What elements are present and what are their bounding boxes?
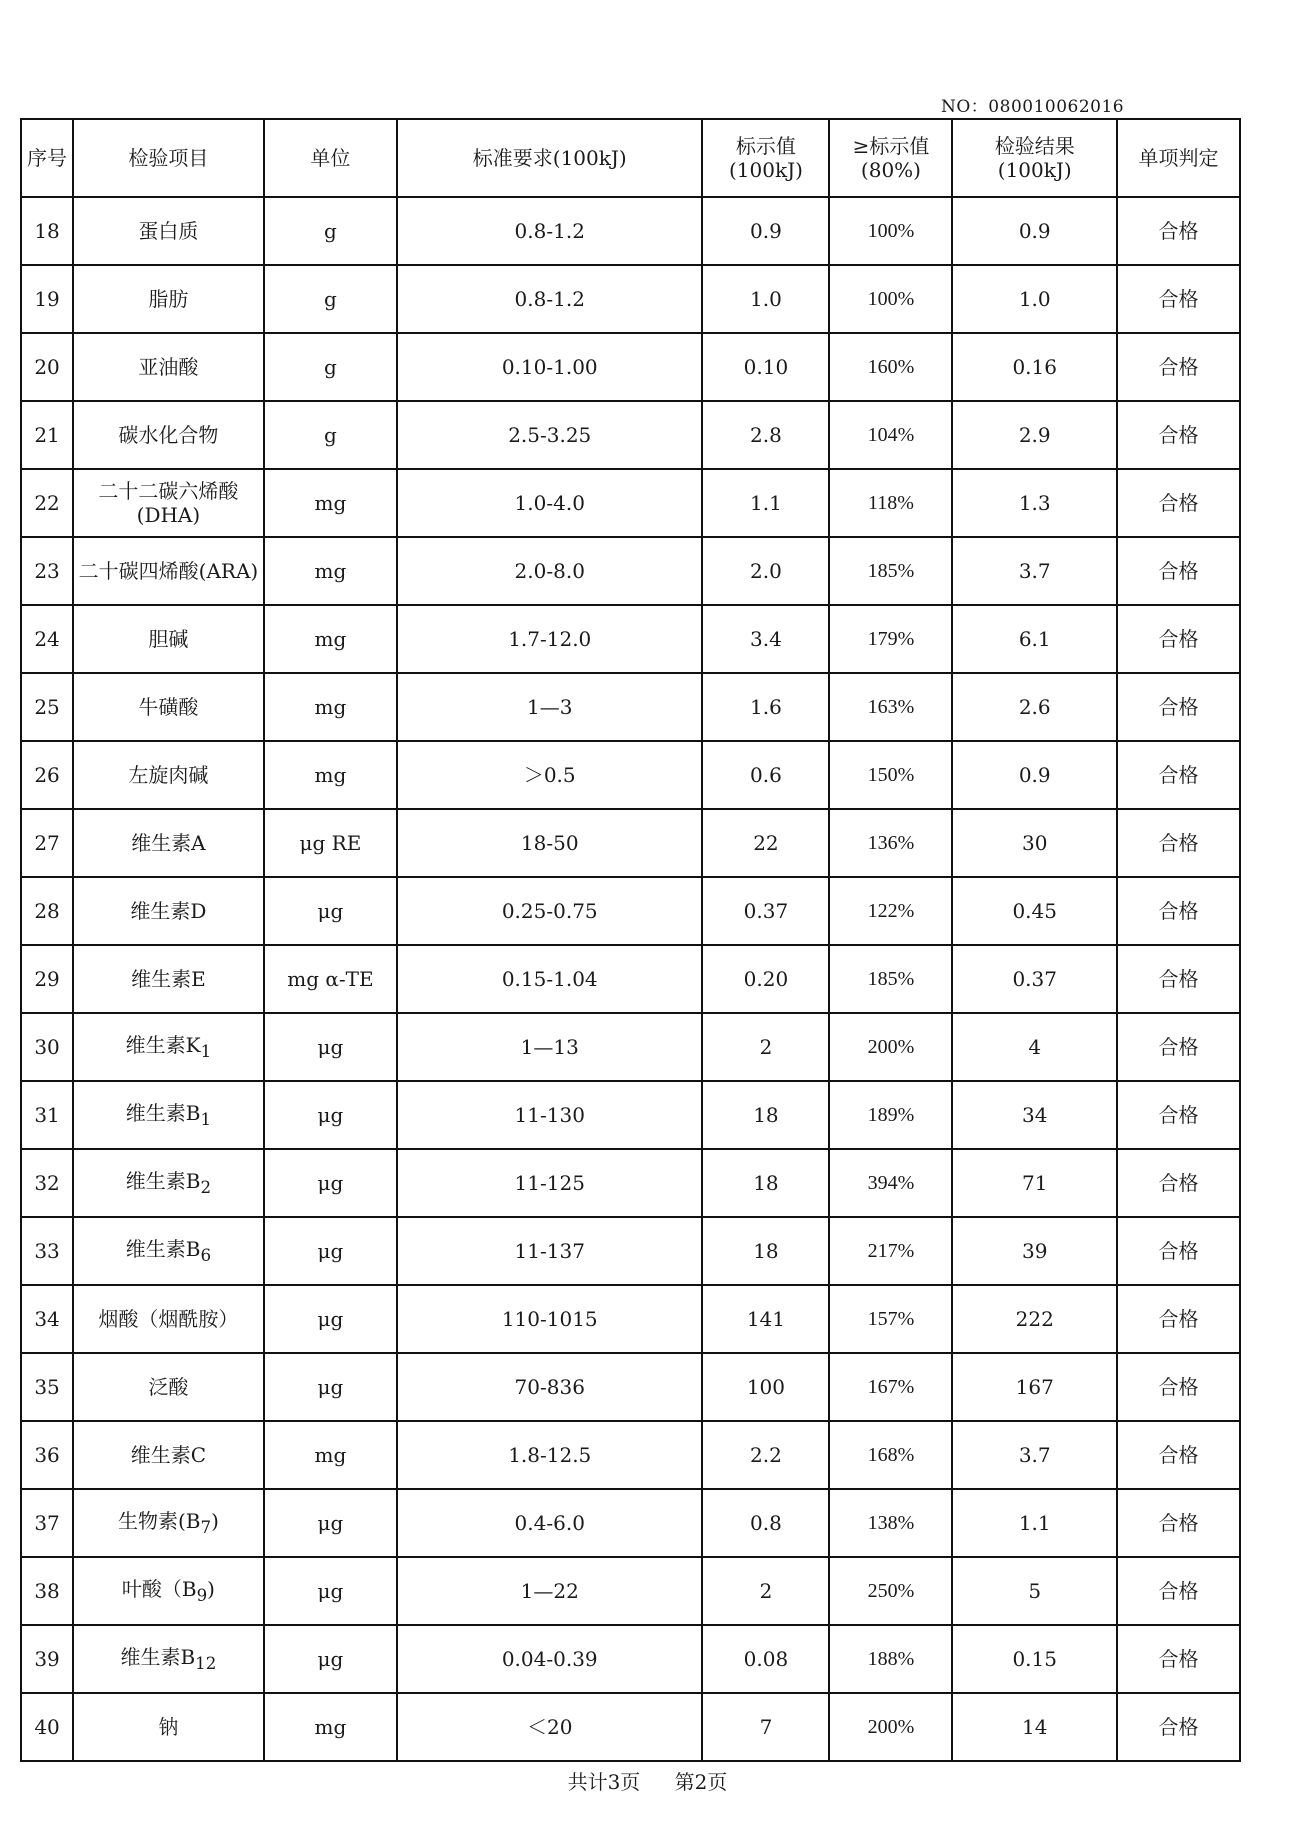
cell-percent: 394%: [829, 1149, 952, 1217]
cell-judgement: 合格: [1117, 1557, 1240, 1625]
cell-labeled-value: 7: [702, 1693, 829, 1761]
item-name: 烟酸（烟酰胺）: [98, 1307, 239, 1331]
cell-item: [73, 1557, 264, 1625]
table-row: [21, 1217, 1240, 1285]
cell-labeled-value: 18: [702, 1081, 829, 1149]
cell-unit: μg: [264, 1625, 397, 1693]
item-subscript: 7: [200, 1517, 212, 1537]
cell-result: 0.9: [952, 741, 1117, 809]
item-name-tail: ): [211, 1508, 219, 1533]
table-row: [21, 401, 1240, 469]
cell-unit: mg: [264, 741, 397, 809]
cell-seq: 36: [21, 1421, 73, 1489]
cell-result: 3.7: [952, 537, 1117, 605]
cell-unit: mg α-TE: [264, 945, 397, 1013]
cell-result: 39: [952, 1217, 1117, 1285]
cell-item: [73, 333, 264, 401]
item-subscript: 12: [195, 1653, 217, 1673]
cell-labeled-value: 1.1: [702, 469, 829, 537]
cell-item: [73, 537, 264, 605]
item-name: 叶酸（B: [121, 1576, 197, 1601]
cell-item: [73, 1149, 264, 1217]
item-name: 泛酸: [148, 1375, 189, 1399]
cell-seq: 32: [21, 1149, 73, 1217]
cell-unit: μg: [264, 1557, 397, 1625]
cell-judgement: 合格: [1117, 945, 1240, 1013]
cell-unit: mg: [264, 673, 397, 741]
table-row: [21, 1625, 1240, 1693]
cell-percent: 160%: [829, 333, 952, 401]
cell-result: 0.37: [952, 945, 1117, 1013]
cell-seq: 22: [21, 469, 73, 537]
header-result-line1: 检验结果: [994, 134, 1075, 158]
header-standard: 标准要求(100kJ): [397, 119, 702, 197]
item-subscript: 2: [200, 1177, 212, 1197]
table-row: [21, 673, 1240, 741]
cell-seq: 19: [21, 265, 73, 333]
cell-unit: μg: [264, 1489, 397, 1557]
item-subscript: 6: [200, 1245, 212, 1265]
cell-result: 4: [952, 1013, 1117, 1081]
cell-result: 14: [952, 1693, 1117, 1761]
cell-percent: 104%: [829, 401, 952, 469]
cell-standard: 70-836: [397, 1353, 702, 1421]
cell-standard: 0.4-6.0: [397, 1489, 702, 1557]
cell-labeled-value: 3.4: [702, 605, 829, 673]
cell-item: [73, 1421, 264, 1489]
cell-seq: 27: [21, 809, 73, 877]
cell-item: [73, 1489, 264, 1557]
cell-standard: 11-137: [397, 1217, 702, 1285]
page-footer: [0, 1766, 1295, 1795]
header-unit: 单位: [264, 119, 397, 197]
item-name: 维生素E: [131, 967, 206, 991]
header-labeled-line1: 标示值: [735, 134, 796, 158]
cell-result: 30: [952, 809, 1117, 877]
cell-unit: mg: [264, 605, 397, 673]
header-labeled-line2: (100kJ): [728, 158, 803, 182]
table-row: [21, 1353, 1240, 1421]
cell-judgement: 合格: [1117, 1285, 1240, 1353]
cell-percent: 217%: [829, 1217, 952, 1285]
cell-unit: mg: [264, 1421, 397, 1489]
cell-result: 1.3: [952, 469, 1117, 537]
cell-standard: 1—13: [397, 1013, 702, 1081]
table-row: [21, 537, 1240, 605]
item-name: 蛋白质: [138, 219, 199, 243]
cell-labeled-value: 18: [702, 1149, 829, 1217]
cell-seq: 37: [21, 1489, 73, 1557]
table-row: [21, 605, 1240, 673]
cell-percent: 100%: [829, 265, 952, 333]
cell-seq: 26: [21, 741, 73, 809]
item-name: 胆碱: [148, 627, 189, 651]
cell-percent: 185%: [829, 537, 952, 605]
cell-labeled-value: 1.0: [702, 265, 829, 333]
cell-seq: 33: [21, 1217, 73, 1285]
cell-judgement: 合格: [1117, 1625, 1240, 1693]
table-header: [21, 119, 1240, 197]
cell-item: [73, 809, 264, 877]
cell-seq: 34: [21, 1285, 73, 1353]
cell-standard: 0.10-1.00: [397, 333, 702, 401]
cell-percent: 188%: [829, 1625, 952, 1693]
cell-result: 0.45: [952, 877, 1117, 945]
cell-labeled-value: 1.6: [702, 673, 829, 741]
cell-seq: 18: [21, 197, 73, 265]
cell-item: [73, 265, 264, 333]
cell-labeled-value: 0.20: [702, 945, 829, 1013]
cell-standard: 110-1015: [397, 1285, 702, 1353]
cell-item: [73, 1081, 264, 1149]
cell-standard: 1.8-12.5: [397, 1421, 702, 1489]
cell-labeled-value: 0.37: [702, 877, 829, 945]
table-row: [21, 1489, 1240, 1557]
total-pages: 共计3页: [567, 1770, 641, 1794]
cell-item: [73, 469, 264, 537]
cell-seq: 28: [21, 877, 73, 945]
cell-labeled-value: 0.6: [702, 741, 829, 809]
cell-judgement: 合格: [1117, 469, 1240, 537]
cell-percent: 189%: [829, 1081, 952, 1149]
cell-seq: 24: [21, 605, 73, 673]
cell-standard: 0.8-1.2: [397, 197, 702, 265]
cell-seq: 40: [21, 1693, 73, 1761]
cell-item: [73, 197, 264, 265]
cell-unit: μg: [264, 1081, 397, 1149]
header-item: 检验项目: [73, 119, 264, 197]
cell-standard: 18-50: [397, 809, 702, 877]
cell-seq: 20: [21, 333, 73, 401]
cell-labeled-value: 2: [702, 1013, 829, 1081]
cell-unit: mg: [264, 1693, 397, 1761]
table-row: [21, 809, 1240, 877]
cell-labeled-value: 2.2: [702, 1421, 829, 1489]
cell-seq: 21: [21, 401, 73, 469]
cell-unit: g: [264, 333, 397, 401]
cell-result: 0.16: [952, 333, 1117, 401]
cell-standard: 11-130: [397, 1081, 702, 1149]
cell-standard: 1—3: [397, 673, 702, 741]
table-row: [21, 1693, 1240, 1761]
cell-judgement: 合格: [1117, 1353, 1240, 1421]
cell-labeled-value: 18: [702, 1217, 829, 1285]
cell-labeled-value: 100: [702, 1353, 829, 1421]
cell-item: [73, 1013, 264, 1081]
cell-percent: 157%: [829, 1285, 952, 1353]
item-subscript: 1: [200, 1109, 212, 1129]
item-name: 左旋肉碱: [128, 763, 209, 787]
item-name: 生物素(B: [117, 1508, 201, 1533]
item-name: 碳水化合物: [118, 423, 219, 447]
cell-unit: μg: [264, 1149, 397, 1217]
header-percent: [829, 119, 952, 197]
header-judgement: 单项判定: [1117, 119, 1240, 197]
item-name: 维生素D: [130, 899, 207, 923]
header-percent-line2: (80%): [860, 158, 921, 182]
cell-unit: g: [264, 265, 397, 333]
cell-labeled-value: 2.8: [702, 401, 829, 469]
cell-judgement: 合格: [1117, 741, 1240, 809]
cell-percent: 250%: [829, 1557, 952, 1625]
table-row: [21, 1081, 1240, 1149]
cell-item: [73, 673, 264, 741]
cell-percent: 200%: [829, 1693, 952, 1761]
table-row: [21, 1557, 1240, 1625]
cell-result: 3.7: [952, 1421, 1117, 1489]
cell-judgement: 合格: [1117, 1013, 1240, 1081]
cell-standard: 1—22: [397, 1557, 702, 1625]
item-name: 亚油酸: [138, 355, 199, 379]
cell-percent: 167%: [829, 1353, 952, 1421]
cell-labeled-value: 2.0: [702, 537, 829, 605]
cell-percent: 122%: [829, 877, 952, 945]
table-row: [21, 333, 1240, 401]
cell-percent: 163%: [829, 673, 952, 741]
cell-item: [73, 741, 264, 809]
cell-seq: 35: [21, 1353, 73, 1421]
cell-judgement: 合格: [1117, 333, 1240, 401]
item-name: 牛磺酸: [138, 695, 199, 719]
item-name: 维生素A: [131, 831, 206, 855]
item-subscript: 1: [200, 1041, 212, 1061]
cell-unit: μg: [264, 1013, 397, 1081]
header-labeled-value: [702, 119, 829, 197]
cell-unit: μg: [264, 877, 397, 945]
cell-seq: 23: [21, 537, 73, 605]
table-row: [21, 1013, 1240, 1081]
cell-unit: mg: [264, 469, 397, 537]
item-name: 脂肪: [148, 287, 189, 311]
cell-result: 222: [952, 1285, 1117, 1353]
cell-labeled-value: 2: [702, 1557, 829, 1625]
cell-standard: 1.7-12.0: [397, 605, 702, 673]
item-name: 二十二碳六烯酸: [98, 479, 239, 503]
cell-judgement: 合格: [1117, 537, 1240, 605]
cell-result: 2.6: [952, 673, 1117, 741]
cell-item: [73, 1285, 264, 1353]
cell-result: 1.1: [952, 1489, 1117, 1557]
cell-seq: 30: [21, 1013, 73, 1081]
cell-standard: 11-125: [397, 1149, 702, 1217]
item-name-line2: (DHA): [136, 503, 201, 527]
cell-percent: 185%: [829, 945, 952, 1013]
current-page: 第2页: [674, 1770, 728, 1794]
table-body: [21, 197, 1240, 1761]
item-name: 二十碳四烯酸(ARA): [78, 559, 259, 583]
cell-judgement: 合格: [1117, 1421, 1240, 1489]
cell-labeled-value: 141: [702, 1285, 829, 1353]
cell-unit: mg: [264, 537, 397, 605]
item-name: 维生素K: [125, 1032, 201, 1057]
cell-judgement: 合格: [1117, 1149, 1240, 1217]
cell-standard: 2.0-8.0: [397, 537, 702, 605]
cell-seq: 31: [21, 1081, 73, 1149]
cell-result: 5: [952, 1557, 1117, 1625]
cell-item: [73, 1353, 264, 1421]
cell-unit: μg RE: [264, 809, 397, 877]
cell-seq: 25: [21, 673, 73, 741]
cell-result: 0.15: [952, 1625, 1117, 1693]
cell-judgement: 合格: [1117, 1693, 1240, 1761]
cell-standard: ＞0.5: [397, 741, 702, 809]
cell-result: 71: [952, 1149, 1117, 1217]
cell-labeled-value: 0.9: [702, 197, 829, 265]
inspection-table: [20, 118, 1241, 1762]
cell-item: [73, 605, 264, 673]
cell-result: 167: [952, 1353, 1117, 1421]
cell-unit: g: [264, 197, 397, 265]
item-subscript: 9: [196, 1585, 208, 1605]
report-number: NO：080010062016: [941, 97, 1125, 117]
cell-standard: 1.0-4.0: [397, 469, 702, 537]
table-row: [21, 741, 1240, 809]
item-name: 维生素C: [130, 1443, 207, 1467]
cell-item: [73, 401, 264, 469]
cell-percent: 150%: [829, 741, 952, 809]
cell-standard: 0.8-1.2: [397, 265, 702, 333]
cell-item: [73, 1217, 264, 1285]
cell-percent: 179%: [829, 605, 952, 673]
cell-percent: 200%: [829, 1013, 952, 1081]
header-percent-line1: ≥标示值: [852, 134, 930, 158]
cell-percent: 138%: [829, 1489, 952, 1557]
cell-standard: 0.15-1.04: [397, 945, 702, 1013]
cell-percent: 168%: [829, 1421, 952, 1489]
cell-seq: 39: [21, 1625, 73, 1693]
cell-judgement: 合格: [1117, 1217, 1240, 1285]
cell-standard: 0.25-0.75: [397, 877, 702, 945]
cell-judgement: 合格: [1117, 265, 1240, 333]
cell-labeled-value: 0.08: [702, 1625, 829, 1693]
table-row: [21, 1421, 1240, 1489]
table-row: [21, 1149, 1240, 1217]
item-name: 钠: [158, 1715, 179, 1739]
item-name: 维生素B: [125, 1236, 201, 1261]
cell-result: 34: [952, 1081, 1117, 1149]
cell-percent: 118%: [829, 469, 952, 537]
cell-standard: 0.04-0.39: [397, 1625, 702, 1693]
cell-item: [73, 877, 264, 945]
item-name-tail: ): [207, 1576, 215, 1601]
cell-item: [73, 1625, 264, 1693]
header-result-line2: (100kJ): [997, 158, 1072, 182]
cell-standard: ＜20: [397, 1693, 702, 1761]
cell-judgement: 合格: [1117, 1489, 1240, 1557]
item-name: 维生素B: [120, 1644, 196, 1669]
cell-judgement: 合格: [1117, 401, 1240, 469]
cell-result: 6.1: [952, 605, 1117, 673]
cell-judgement: 合格: [1117, 809, 1240, 877]
cell-seq: 29: [21, 945, 73, 1013]
header-seq: 序号: [21, 119, 73, 197]
cell-item: [73, 1693, 264, 1761]
table-row: [21, 469, 1240, 537]
table-row: [21, 265, 1240, 333]
cell-seq: 38: [21, 1557, 73, 1625]
cell-item: [73, 945, 264, 1013]
cell-labeled-value: 22: [702, 809, 829, 877]
cell-result: 1.0: [952, 265, 1117, 333]
cell-percent: 136%: [829, 809, 952, 877]
cell-result: 2.9: [952, 401, 1117, 469]
cell-labeled-value: 0.10: [702, 333, 829, 401]
cell-judgement: 合格: [1117, 197, 1240, 265]
cell-unit: g: [264, 401, 397, 469]
cell-labeled-value: 0.8: [702, 1489, 829, 1557]
table-row: [21, 1285, 1240, 1353]
cell-judgement: 合格: [1117, 1081, 1240, 1149]
cell-unit: μg: [264, 1217, 397, 1285]
cell-unit: μg: [264, 1285, 397, 1353]
cell-judgement: 合格: [1117, 605, 1240, 673]
cell-percent: 100%: [829, 197, 952, 265]
cell-unit: μg: [264, 1353, 397, 1421]
table-row: [21, 945, 1240, 1013]
header-result: [952, 119, 1117, 197]
cell-judgement: 合格: [1117, 673, 1240, 741]
cell-result: 0.9: [952, 197, 1117, 265]
table-row: [21, 877, 1240, 945]
item-name: 维生素B: [125, 1100, 201, 1125]
item-name: 维生素B: [125, 1168, 201, 1193]
cell-judgement: 合格: [1117, 877, 1240, 945]
cell-standard: 2.5-3.25: [397, 401, 702, 469]
table-row: [21, 197, 1240, 265]
